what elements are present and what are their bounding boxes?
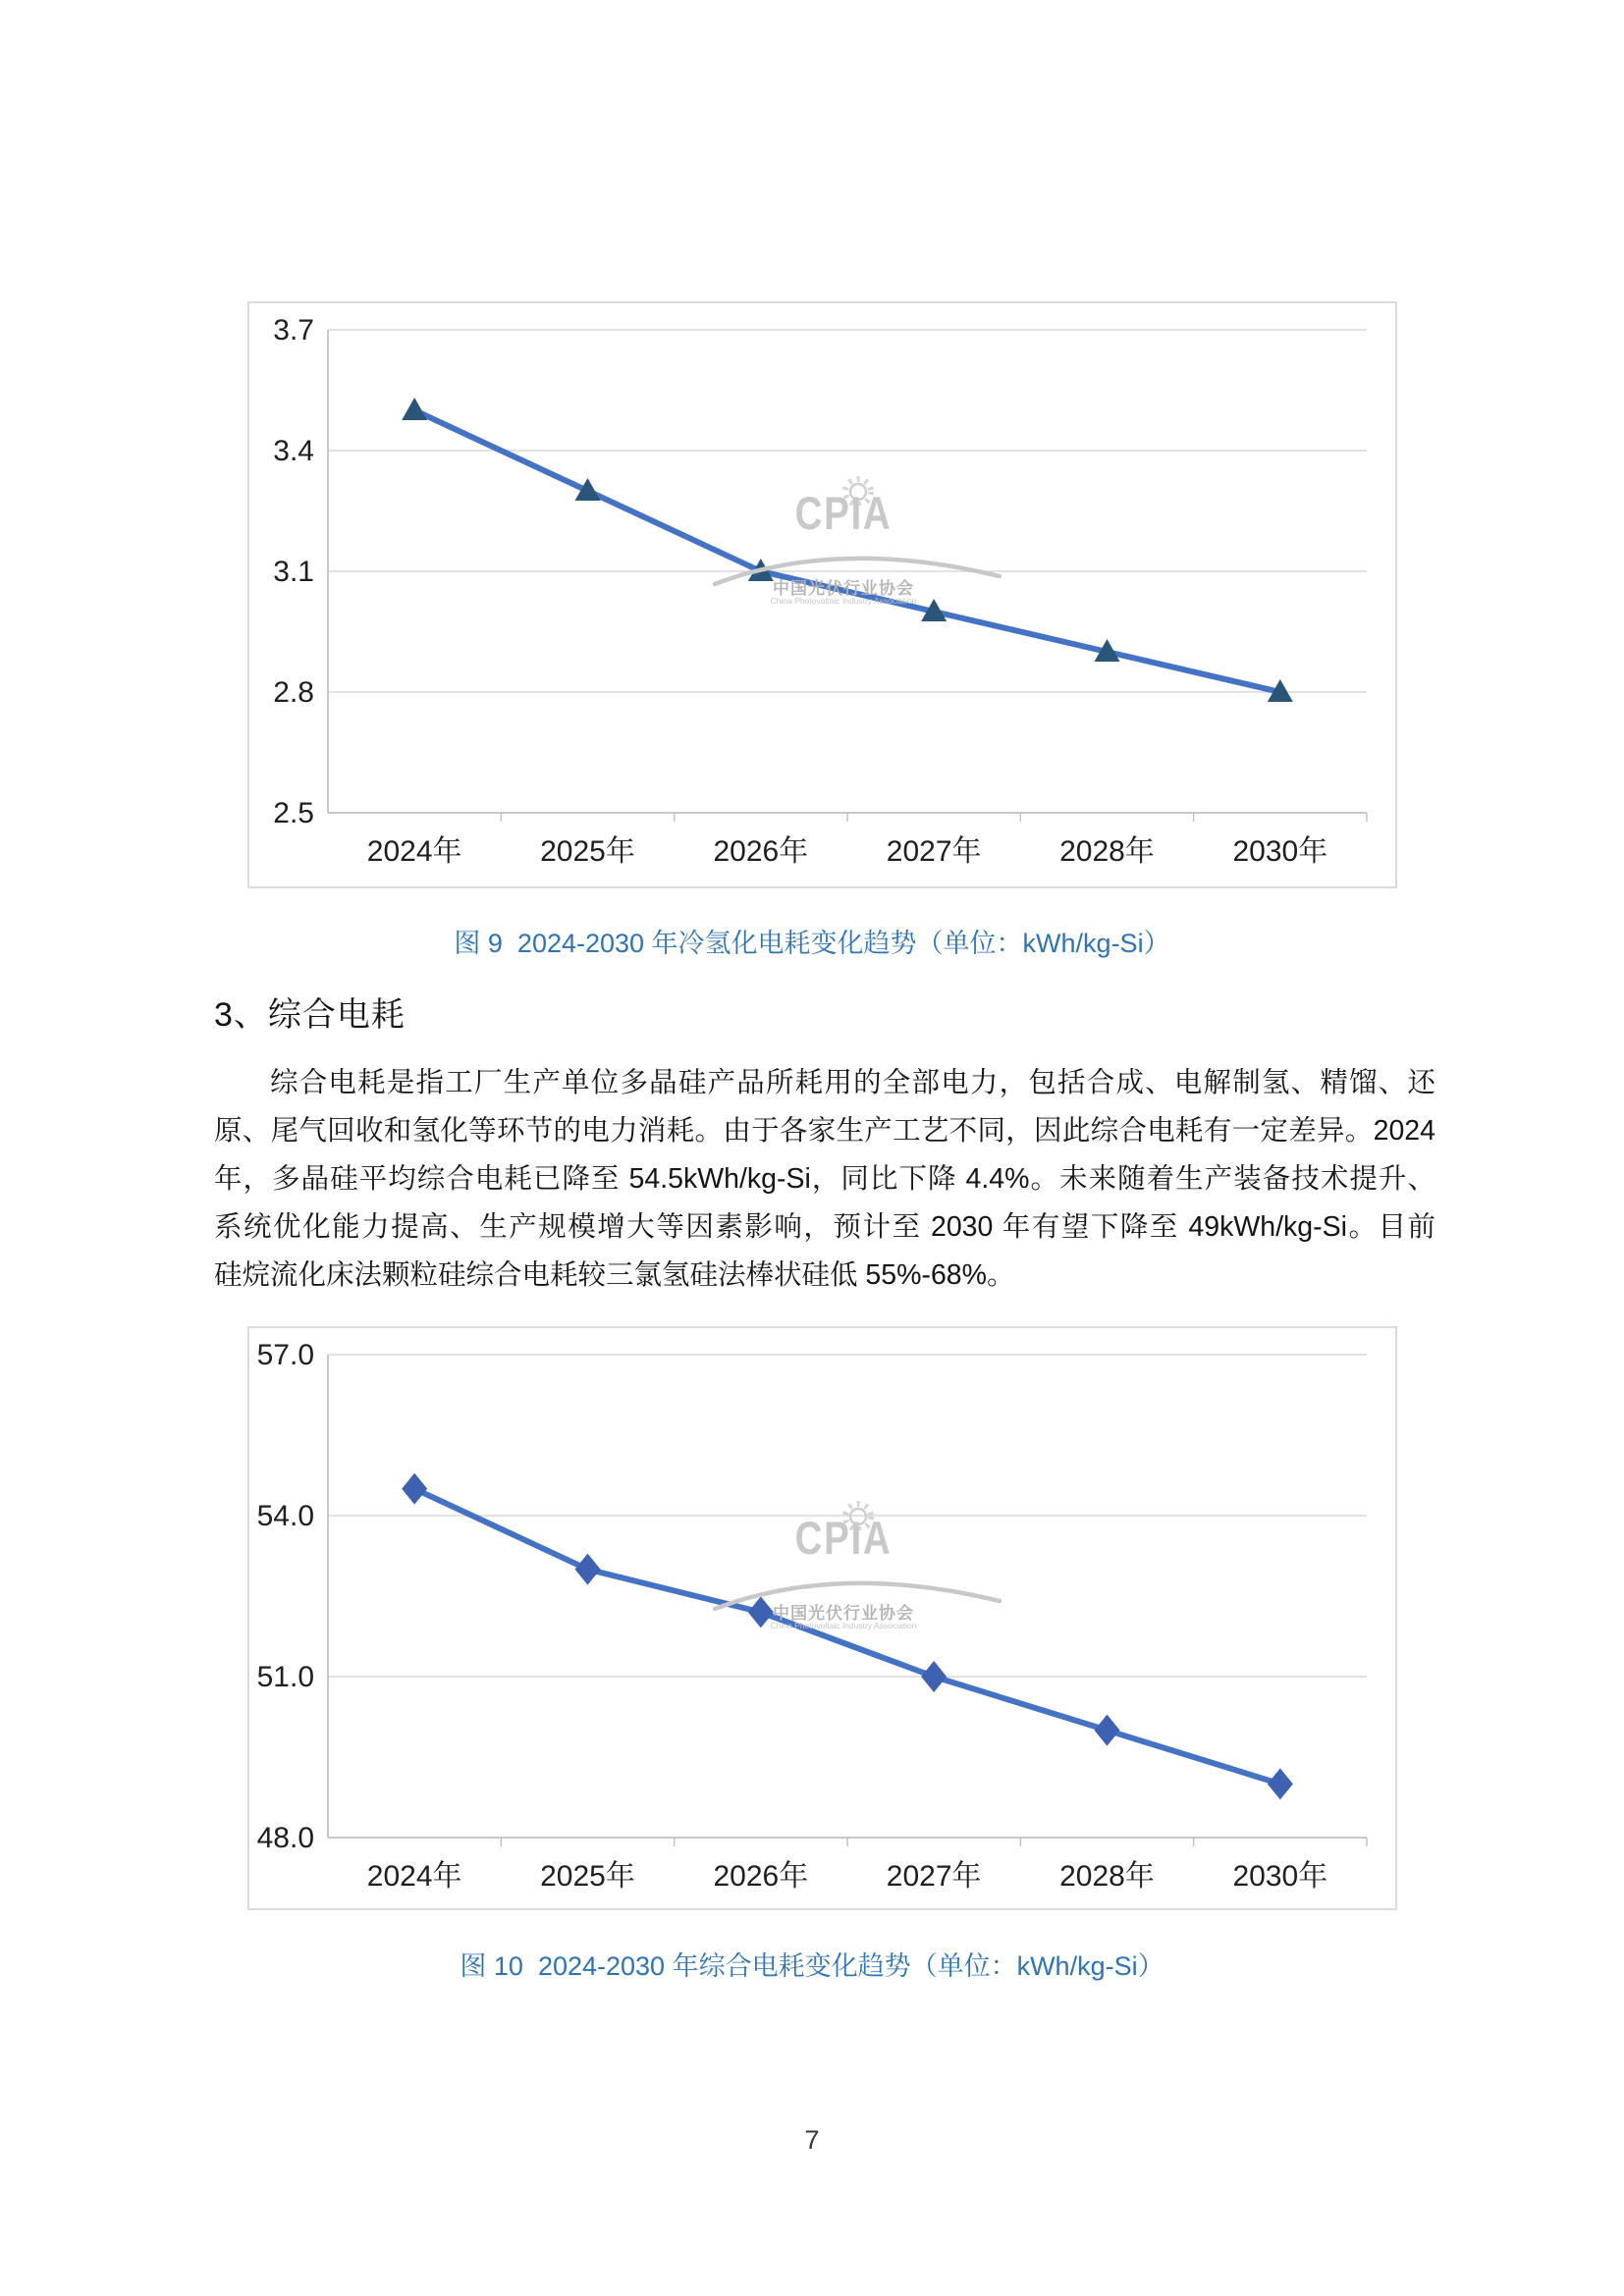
x-tick-label: 2026年 (713, 835, 809, 868)
paragraph-line: 硅烷流化床法颗粒硅综合电耗较三氯氢硅法棒状硅低 55%-68%。 (214, 1259, 1015, 1291)
data-point-marker (1268, 1768, 1293, 1799)
x-tick-label: 2028年 (1059, 1860, 1155, 1893)
y-tick-label: 2.5 (273, 797, 314, 829)
figure9-chart-canvas (249, 303, 1395, 886)
x-tick-label: 2027年 (886, 835, 982, 868)
y-tick-label: 3.7 (273, 314, 314, 347)
data-line (414, 410, 1280, 692)
y-tick-label: 57.0 (256, 1339, 314, 1371)
y-tick-label: 3.1 (273, 556, 314, 588)
data-point-marker (921, 1661, 947, 1692)
x-tick-label: 2026年 (713, 1860, 809, 1893)
figure9-caption: 图 9 2024-2030 年冷氢化电耗变化趋势（单位：kWh/kg-Si） (454, 929, 1170, 958)
figure9-chart (247, 301, 1397, 888)
page-number: 7 (804, 2125, 820, 2155)
cpia-chinese-name: 中国光伏行业协会 (773, 579, 914, 598)
data-point-marker (1095, 1715, 1120, 1746)
y-tick-label: 51.0 (256, 1661, 314, 1693)
paragraph-line: 综合电耗是指工厂生产单位多晶硅产品所耗用的全部电力，包括合成、电解制氢、精馏、还 (270, 1067, 1435, 1098)
section-heading: 3、综合电耗 (214, 996, 406, 1034)
data-point-marker (748, 1596, 774, 1628)
figure10-chart-canvas (249, 1328, 1395, 1908)
x-tick-label: 2024年 (366, 1860, 462, 1893)
cpia-english-name: China Photovoltaic Industry Association (770, 1621, 917, 1630)
data-point-marker (575, 1554, 601, 1585)
cpia-logo-text: CPIA (794, 1512, 893, 1564)
y-tick-label: 3.4 (273, 435, 314, 467)
x-tick-label: 2025年 (540, 1860, 635, 1893)
x-tick-label: 2025年 (540, 835, 635, 868)
y-tick-label: 54.0 (256, 1500, 314, 1532)
figure10-caption: 图 10 2024-2030 年综合电耗变化趋势（单位：kWh/kg-Si） (460, 1951, 1164, 1981)
paragraph-line: 系统优化能力提高、生产规模增大等因素影响，预计至 2030 年有望下降至 49kWh/kg-Si。目前 (214, 1211, 1435, 1243)
x-tick-label: 2024年 (366, 835, 462, 868)
body-paragraph (214, 1059, 1435, 1300)
figure10-chart (247, 1326, 1397, 1910)
x-tick-label: 2030年 (1232, 835, 1328, 868)
y-tick-label: 2.8 (273, 676, 314, 709)
x-tick-label: 2030年 (1232, 1860, 1328, 1893)
paragraph-line: 年，多晶硅平均综合电耗已降至 54.5kWh/kg-Si，同比下降 4.4%。未来随着生产装备技术提升、 (214, 1163, 1435, 1195)
y-tick-label: 48.0 (256, 1822, 314, 1854)
data-line (414, 1489, 1280, 1785)
cpia-english-name: China Photovoltaic Industry Association (770, 596, 917, 606)
paragraph-line: 原、尾气回收和氢化等环节的电力消耗。由于各家生产工艺不同，因此综合电耗有一定差异。2024 (214, 1115, 1435, 1147)
x-tick-label: 2028年 (1059, 835, 1155, 868)
cpia-chinese-name: 中国光伏行业协会 (773, 1604, 914, 1623)
data-point-marker (402, 398, 427, 420)
data-point-marker (402, 1473, 427, 1505)
cpia-logo-text: CPIA (794, 487, 893, 539)
x-tick-label: 2027年 (886, 1860, 982, 1893)
